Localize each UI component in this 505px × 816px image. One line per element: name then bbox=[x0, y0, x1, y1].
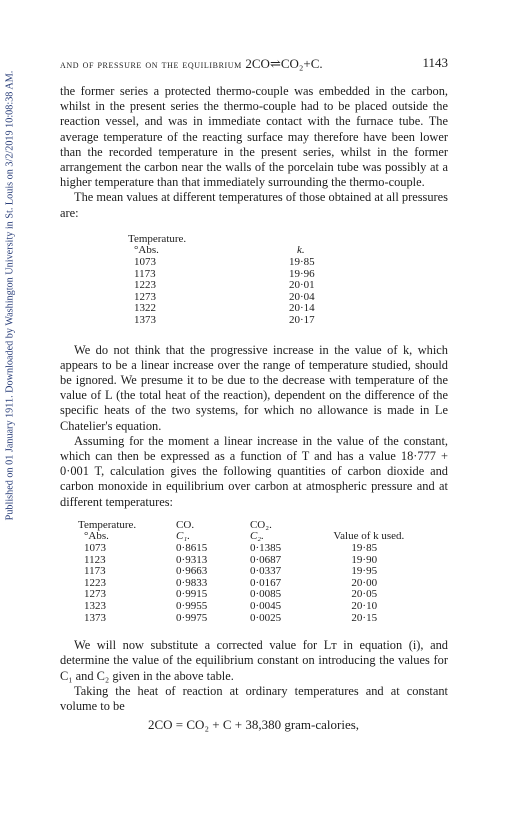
paragraph-6: Taking the heat of reaction at ordinary temperatures and at constant volume to be bbox=[60, 683, 448, 713]
table1-temperature-cell: 1173 bbox=[134, 267, 156, 280]
table1-k-cell: 20·04 bbox=[289, 290, 315, 303]
table1-temperature-cell: 1073 bbox=[134, 256, 156, 269]
table1-header-abs: °Abs. bbox=[134, 244, 159, 257]
paragraph-5: We will now substitute a corrected value for Lᴛ in equation (i), and determine the value of the equilibrium constant on introducing the values for C₁ and C₂ given in the above table. bbox=[60, 638, 448, 683]
running-header bbox=[60, 54, 448, 72]
table2-c2-cell: 0·0167 bbox=[249, 576, 282, 589]
table2-temperature-cell: 1123 bbox=[84, 553, 106, 566]
table2-subheader-c1: C₁. bbox=[176, 530, 190, 543]
table2-k-cell: 19·95 bbox=[351, 565, 378, 578]
table2-subheader-c2: C₂. bbox=[249, 530, 264, 543]
equilibrium-composition-table bbox=[78, 520, 448, 624]
table2-subheader-abs: °Abs. bbox=[84, 530, 109, 543]
table2-temperature-cell: 1373 bbox=[84, 611, 106, 624]
table2-k-cell: 19·85 bbox=[351, 542, 378, 554]
header-title: and of pressure on the equilibrium 2CO⇌CO₂+C. bbox=[60, 56, 323, 71]
table2-temperature-cell: 1223 bbox=[84, 576, 106, 589]
table1-k-cell: 19·85 bbox=[289, 256, 315, 269]
table2-c2-cell: 0·0085 bbox=[249, 588, 282, 601]
table2-header-temperature: Temperature. bbox=[78, 518, 137, 531]
header-equation: 2CO⇌CO₂+C. bbox=[245, 56, 323, 71]
table2-temperature-cell: 1073 bbox=[84, 542, 106, 554]
table2-k-cell: 20·05 bbox=[351, 588, 378, 601]
paragraph-1: the former series a protected thermo-couple was embedded in the carbon, whilst in the present series the thermo-couple had to be placed outside the reaction vessel, and was in immediate contact with the furnace tube. The average temperature of the reacting surface may therefore have been lower than the recorded temperature in the present series, whilst in the former arrangement the carbon near the walls of the porcelain tube was possibly at a higher temperature than that immediately surrounding the thermo-couple. bbox=[60, 84, 448, 190]
table2-c2-cell: 0·0687 bbox=[249, 553, 282, 566]
download-watermark bbox=[3, 30, 17, 560]
table2-c2-cell: 0·1385 bbox=[249, 542, 282, 554]
page-body bbox=[60, 54, 448, 732]
table2-c1-cell: 0·9313 bbox=[176, 553, 208, 566]
table2-temperature-cell: 1273 bbox=[84, 588, 106, 601]
table1-temperature-cell: 1223 bbox=[134, 279, 156, 292]
table2-temperature-cell: 1323 bbox=[84, 599, 106, 612]
table2-temperature-cell: 1173 bbox=[84, 565, 106, 578]
table2-k-cell: 20·00 bbox=[351, 576, 378, 589]
table1-k-cell: 20·17 bbox=[289, 313, 315, 326]
table2-k-cell: 19·90 bbox=[351, 553, 378, 566]
table2-k-cell: 20·15 bbox=[351, 611, 378, 624]
k-mean-table bbox=[128, 234, 337, 327]
table1-k-cell: 20·14 bbox=[289, 302, 315, 315]
table2-c1-cell: 0·9955 bbox=[176, 599, 208, 612]
table2-c1-cell: 0·8615 bbox=[176, 542, 208, 554]
table1-header-k: k. bbox=[297, 244, 305, 257]
table2-c1-cell: 0·9915 bbox=[176, 588, 208, 601]
table2-row bbox=[78, 601, 448, 613]
reaction-equation: 2CO = CO₂ + C + 38,380 gram-calories, bbox=[148, 717, 360, 733]
table2-c1-cell: 0·9663 bbox=[176, 565, 208, 578]
table1-header-temperature: Temperature. bbox=[128, 232, 187, 245]
table2-c2-cell: 0·0337 bbox=[249, 565, 282, 578]
table2-header-co2: CO₂. bbox=[249, 518, 272, 531]
table2-subheader-k-used: Value of k used. bbox=[333, 530, 405, 543]
table2-c2-cell: 0·0045 bbox=[249, 599, 282, 612]
table2-row bbox=[78, 613, 448, 625]
table2-c1-cell: 0·9833 bbox=[176, 576, 208, 589]
table1-temperature-cell: 1322 bbox=[134, 302, 156, 315]
table1-temperature-cell: 1373 bbox=[134, 313, 156, 326]
table2-k-cell: 20·10 bbox=[351, 599, 378, 612]
table1-temperature-cell: 1273 bbox=[134, 290, 156, 303]
table2-header-co: CO. bbox=[176, 518, 195, 531]
watermark-text: Published on 01 January 1911. Downloaded by Washington University in St. Louis on 3/2/2019 10:08:38 AM. bbox=[4, 70, 16, 520]
table1-k-cell: 19·96 bbox=[289, 267, 315, 280]
table1-row bbox=[128, 315, 337, 327]
page-number: 1143 bbox=[422, 55, 448, 70]
paragraph-3: We do not think that the progressive increase in the value of k, which appears to be a linear increase over the range of temperature studied, should be ignored. We presume it to be due to the decrease with temperature of the value of L (the total heat of the reaction), dependent on the difference of the specific heats of the two systems, for which no allowance is made in Le Chatelier's equation. bbox=[60, 342, 448, 433]
table2-row bbox=[78, 543, 448, 555]
table1-row bbox=[128, 257, 337, 269]
paragraph-4: Assuming for the moment a linear increase in the value of the constant, which can then be expressed as a function of T and has a value 18·777 + 0·001 T, calculation gives the following quantities of carbon dioxide and carbon monoxide in equilibrium over carbon at atmospheric pressure and at different temperatures: bbox=[60, 433, 448, 509]
table2-c1-cell: 0·9975 bbox=[176, 611, 208, 624]
paragraph-2: The mean values at different temperatures of those obtained at all pressures are: bbox=[60, 190, 448, 220]
table2-c2-cell: 0·0025 bbox=[249, 611, 282, 624]
table1-k-cell: 20·01 bbox=[289, 279, 315, 292]
